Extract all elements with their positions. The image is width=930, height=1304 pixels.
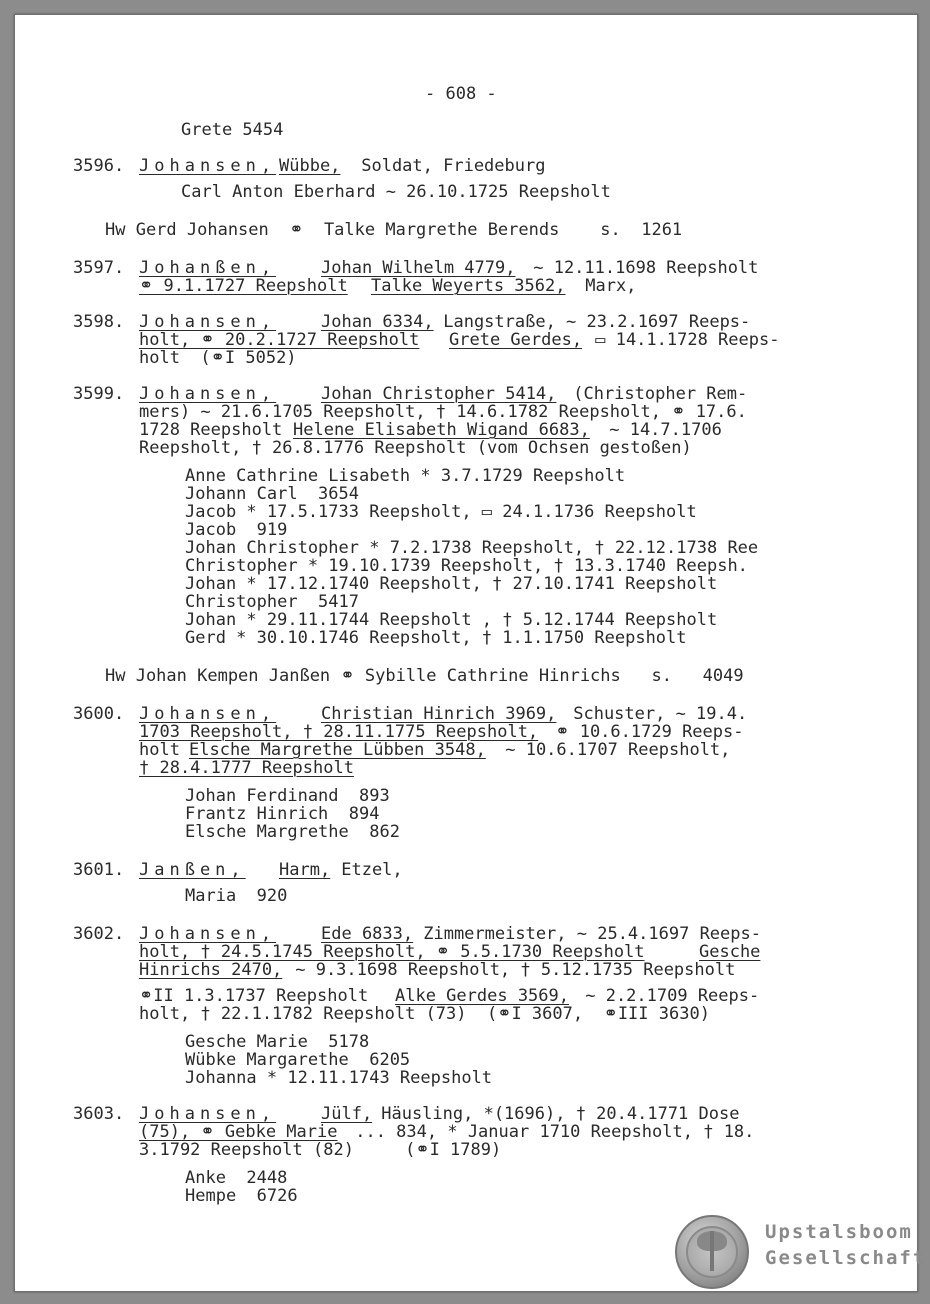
child-line: Johan Ferdinand 893 [185, 786, 390, 806]
text-line: ~ 12.11.1698 Reepsholt [523, 258, 759, 278]
text-line: 3.1792 Reepsholt (82) (⚭I 1789) [139, 1140, 502, 1160]
child-line: Johan * 29.11.1744 Reepsholt , † 5.12.1744 Reepsholt [185, 610, 718, 630]
entry-given-name: Johan Christopher 5414, [321, 384, 557, 404]
entry-number: 3598. [73, 312, 125, 332]
child-line: Johan * 17.12.1740 Reepsholt, † 27.10.1741 Reepsholt [185, 574, 718, 594]
entry-surname: Johansen, [139, 156, 277, 176]
text-line: holt, † 22.1.1782 Reepsholt (73) (⚭I 3607, ⚭III 3630) [139, 1004, 710, 1024]
child-line: Elsche Margrethe 862 [185, 822, 400, 842]
child-line: Johan Christopher * 7.2.1738 Reepsholt, † 22.12.1738 Ree [185, 538, 759, 558]
text-line: holt, ⚭ 20.2.1727 Reepsholt [139, 330, 420, 350]
entry-surname: Johansen, [139, 924, 277, 944]
text-line: Langstraße, ~ 23.2.1697 Reeps- [433, 312, 751, 332]
child-line: Wübke Margarethe 6205 [185, 1050, 411, 1070]
entry-number: 3597. [73, 258, 125, 278]
text-line: (Christopher Rem- [563, 384, 748, 404]
entry-given-name: Jülf, [321, 1104, 373, 1124]
entry-number: 3602. [73, 924, 125, 944]
entry-given-name: Johan Wilhelm 4779, [321, 258, 516, 278]
entry-number: 3596. [73, 156, 125, 176]
text-line: Hw Gerd Johansen ⚭ Talke Margrethe Berends s. 1261 [105, 220, 683, 240]
spouse-name: (75), ⚭ Gebke Marie [139, 1122, 338, 1142]
society-logo [661, 1211, 927, 1287]
child-line: Christopher * 19.10.1739 Reepsholt, † 13.3.1740 Reepsh. [185, 556, 748, 576]
spouse-name: Helene Elisabeth Wigand 6683, [293, 420, 590, 440]
entry-given-name: Harm, [279, 860, 331, 880]
text-line: Schuster, ~ 19.4. [563, 704, 748, 724]
entry-surname: Janßen, [139, 860, 246, 880]
spouse-name: Talke Weyerts 3562, [371, 276, 566, 296]
text-line: ~ 14.7.1706 [599, 420, 722, 440]
logo-line-1: Upstalsboom [765, 1221, 913, 1243]
entry-number: 3601. [73, 860, 125, 880]
text-line: Soldat, Friedeburg [351, 156, 546, 176]
text-line: Zimmermeister, ~ 25.4.1697 Reeps- [413, 924, 761, 944]
entry-surname: Johansen, [139, 1104, 277, 1124]
child-line: Gesche Marie 5178 [185, 1032, 370, 1052]
entry-given-name: Wübbe, [279, 156, 341, 176]
entry-number: 3600. [73, 704, 125, 724]
page-number: - 608 - [425, 84, 497, 104]
text-line: ⚭II 1.3.1737 Reepsholt [139, 986, 369, 1006]
text-line: mers) ~ 21.6.1705 Reepsholt, † 14.6.1782 Reepsholt, ⚭ 17.6. [139, 402, 747, 422]
child-line: Jacob * 17.5.1733 Reepsholt, ▭ 24.1.1736 Reepsholt [185, 502, 697, 522]
spouse-name: Elsche Margrethe Lübben 3548, [189, 740, 486, 760]
spouse-name: Hinrichs 2470, [139, 960, 283, 980]
child-line: Anke 2448 [185, 1168, 288, 1188]
child-line: Maria 920 [185, 886, 288, 906]
text-line: 1728 Reepsholt [139, 420, 283, 440]
child-line: Johanna * 12.11.1743 Reepsholt [185, 1068, 493, 1088]
text-line: holt [139, 740, 180, 760]
text-line: ▭ 14.1.1728 Reeps- [585, 330, 780, 350]
child-line: Gerd * 30.10.1746 Reepsholt, † 1.1.1750 Reepsholt [185, 628, 687, 648]
text-line: holt, † 24.5.1745 Reepsholt, ⚭ 5.5.1730 Reepsholt [139, 942, 645, 962]
entry-given-name: Christian Hinrich 3969, [321, 704, 557, 724]
child-line: Hempe 6726 [185, 1186, 298, 1206]
seal-emblem-icon [675, 1215, 749, 1289]
text-line: Grete 5454 [181, 120, 284, 140]
spouse-name: Grete Gerdes, [449, 330, 583, 350]
document-page [14, 14, 927, 1292]
child-line: Anne Cathrine Lisabeth * 3.7.1729 Reepsholt [185, 466, 626, 486]
child-line: Jacob 919 [185, 520, 288, 540]
spouse-name: Gesche [699, 942, 761, 962]
entry-surname: Johansen, [139, 312, 277, 332]
entry-given-name: Ede 6833, [321, 924, 414, 944]
text-line: ~ 9.3.1698 Reepsholt, † 5.12.1735 Reepsholt [285, 960, 736, 980]
child-line: Christopher 5417 [185, 592, 359, 612]
entry-surname: Johanßen, [139, 258, 277, 278]
text-line: ⚭ 10.6.1729 Reeps- [545, 722, 744, 742]
entry-given-name: Johan 6334, [321, 312, 434, 332]
child-line: Frantz Hinrich 894 [185, 804, 380, 824]
text-line: Carl Anton Eberhard ~ 26.10.1725 Reepsholt [181, 182, 611, 202]
text-line: ~ 2.2.1709 Reeps- [575, 986, 760, 1006]
text-line: Hw Johan Kempen Janßen ⚭ Sybille Cathrine Hinrichs s. 4049 [105, 666, 744, 686]
text-line: † 28.4.1777 Reepsholt [139, 758, 354, 778]
text-line: ~ 10.6.1707 Reepsholt, [495, 740, 731, 760]
text-line: ⚭ 9.1.1727 Reepsholt [139, 276, 348, 296]
text-line: 1703 Reepsholt, † 28.11.1775 Reepsholt, [139, 722, 539, 742]
text-line: Reepsholt, † 26.8.1776 Reepsholt (vom Ochsen gestoßen) [139, 438, 692, 458]
entry-number: 3599. [73, 384, 125, 404]
entry-surname: Johansen, [139, 704, 277, 724]
text-line: Häusling, *(1696), † 20.4.1771 Dose [371, 1104, 740, 1124]
entry-number: 3603. [73, 1104, 125, 1124]
child-line: Johann Carl 3654 [185, 484, 359, 504]
text-line: Etzel, [331, 860, 403, 880]
text-line: Marx, [575, 276, 637, 296]
entry-surname: Johansen, [139, 384, 277, 404]
logo-line-2: Gesellschaft [765, 1247, 927, 1269]
text-line: ... 834, * Januar 1710 Reepsholt, † 18. [345, 1122, 755, 1142]
text-line: holt (⚭I 5052) [139, 348, 297, 368]
spouse-name: Alke Gerdes 3569, [395, 986, 569, 1006]
